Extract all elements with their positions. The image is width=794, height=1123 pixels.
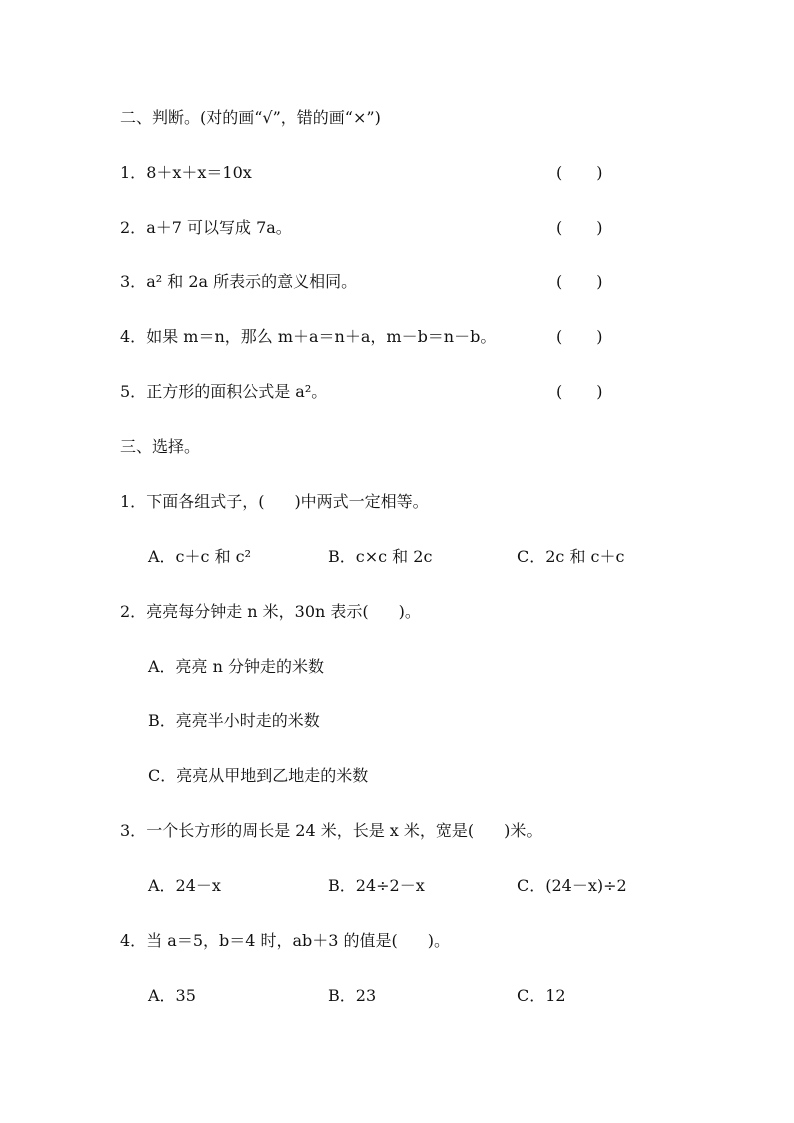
question-stem-end: )米。 bbox=[504, 821, 543, 840]
question-number: 1． bbox=[120, 492, 147, 511]
q1-option-c: C．2c 和 c＋c bbox=[517, 547, 625, 566]
item-number: 3． bbox=[120, 272, 147, 291]
choice-question-1 bbox=[120, 492, 429, 512]
question-stem-end: )。 bbox=[398, 602, 421, 621]
choice-question-2 bbox=[120, 602, 421, 622]
question-stem-start: 亮亮每分钟走 n 米，30n 表示( bbox=[146, 602, 369, 621]
choice-question-3 bbox=[120, 821, 542, 841]
section-2-title: 二、判断。(对的画“√”，错的画“×”) bbox=[120, 108, 381, 127]
q4-option-a: A．35 bbox=[148, 986, 196, 1005]
judge-item-5 bbox=[120, 382, 327, 402]
question-stem-start: 一个长方形的周长是 24 米，长是 x 米，宽是( bbox=[146, 821, 475, 840]
question-number: 2． bbox=[120, 602, 147, 621]
q3-option-c: C．(24－x)÷2 bbox=[517, 876, 627, 895]
answer-paren-4[interactable]: ( ) bbox=[556, 327, 603, 346]
item-number: 1． bbox=[120, 163, 147, 182]
answer-paren-2[interactable]: ( ) bbox=[556, 218, 603, 237]
item-number: 2． bbox=[120, 218, 147, 237]
item-number: 4． bbox=[120, 327, 147, 346]
q3-option-b: B．24÷2－x bbox=[328, 876, 425, 895]
q3-option-a: A．24－x bbox=[148, 876, 221, 895]
item-text: 8＋x＋x＝10x bbox=[146, 163, 252, 182]
q1-option-a: A．c＋c 和 c² bbox=[148, 547, 252, 566]
answer-paren-1[interactable]: ( ) bbox=[556, 163, 603, 182]
question-stem-end: )。 bbox=[427, 931, 451, 950]
q2-option-b: B．亮亮半小时走的米数 bbox=[148, 711, 320, 730]
q4-option-c: C．12 bbox=[517, 986, 566, 1005]
item-text: 正方形的面积公式是 a²。 bbox=[146, 382, 328, 401]
question-stem-start: 当 a＝5，b＝4 时，ab＋3 的值是( bbox=[146, 931, 398, 950]
q1-option-b: B．c×c 和 2c bbox=[328, 547, 433, 566]
question-number: 4． bbox=[120, 931, 147, 950]
judge-item-4 bbox=[120, 327, 496, 347]
item-text: 如果 m＝n，那么 m＋a＝n＋a，m－b＝n－b。 bbox=[146, 327, 497, 346]
judge-item-1 bbox=[120, 163, 252, 183]
judge-item-2 bbox=[120, 218, 292, 238]
q2-option-a: A．亮亮 n 分钟走的米数 bbox=[148, 657, 325, 676]
item-text: a＋7 可以写成 7a。 bbox=[146, 218, 292, 237]
item-text: a² 和 2a 所表示的意义相同。 bbox=[146, 272, 358, 291]
section-3-title: 三、选择。 bbox=[120, 437, 201, 456]
answer-paren-3[interactable]: ( ) bbox=[556, 272, 603, 291]
question-number: 3． bbox=[120, 821, 147, 840]
judge-item-3 bbox=[120, 272, 357, 292]
question-stem-end: )中两式一定相等。 bbox=[294, 492, 429, 511]
item-number: 5． bbox=[120, 382, 147, 401]
choice-question-4 bbox=[120, 931, 450, 951]
answer-paren-5[interactable]: ( ) bbox=[556, 382, 603, 401]
question-stem-start: 下面各组式子，( bbox=[146, 492, 265, 511]
q2-option-c: C．亮亮从甲地到乙地走的米数 bbox=[148, 766, 369, 785]
q4-option-b: B．23 bbox=[328, 986, 377, 1005]
